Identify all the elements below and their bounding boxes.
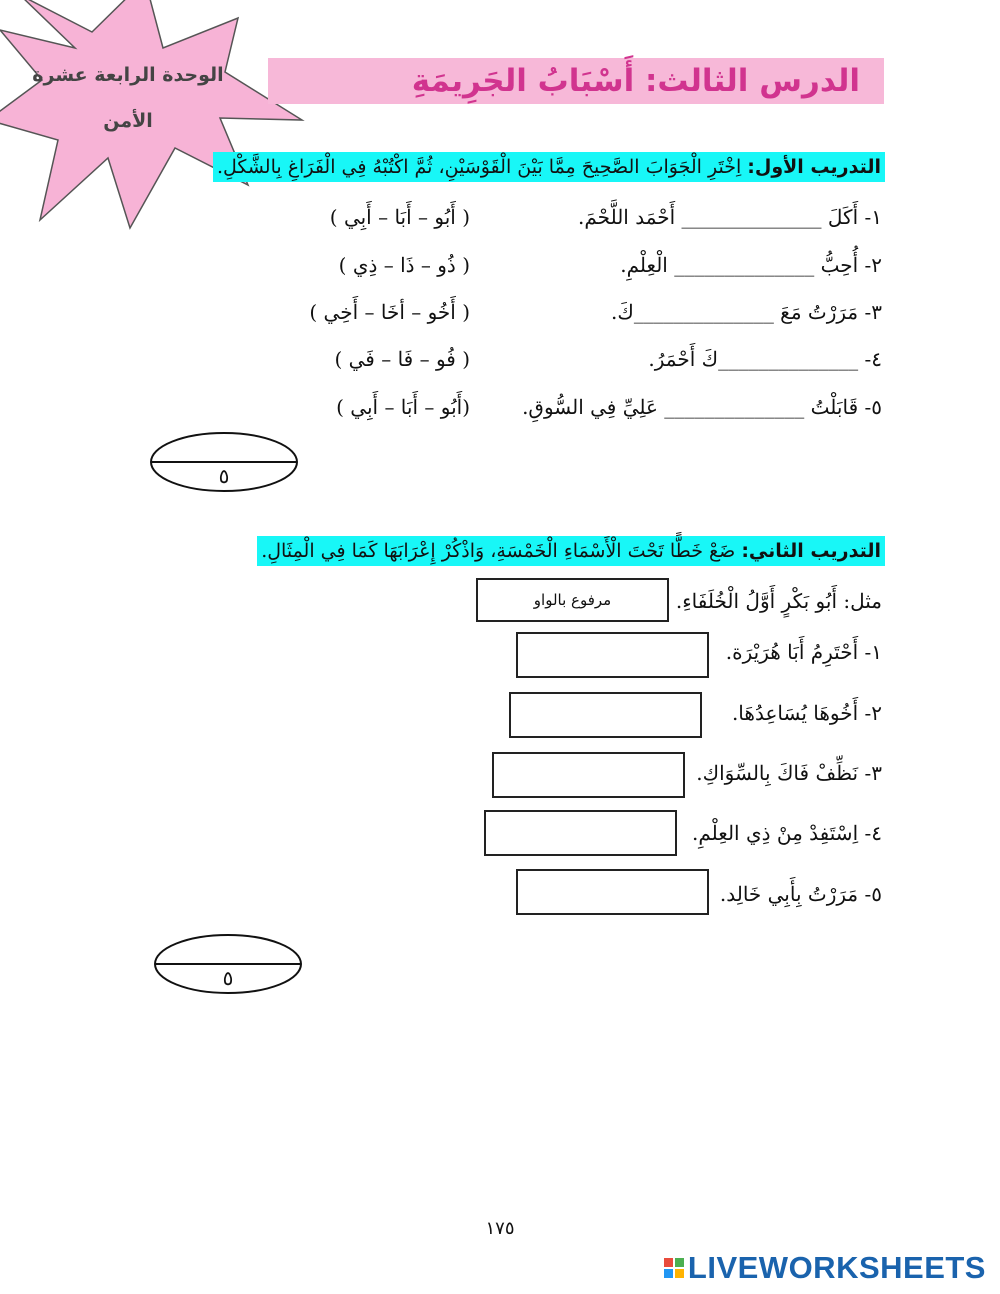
exercise2-sentence-5: ٥- مَرَرْتُ بِأَبِي خَالِد. bbox=[719, 882, 882, 906]
exercise1-score: ٥ bbox=[218, 464, 230, 488]
exercise1-options-5: (أَبُو – أَبَا – أَبِي ) bbox=[336, 395, 470, 419]
exercise1-label: التدريب الأول: bbox=[747, 156, 881, 178]
brand-logo bbox=[664, 1250, 986, 1286]
exercise2-sentence-3: ٣- نَظِّفْ فَاكَ بِالسِّوَاكِ. bbox=[696, 761, 882, 785]
unit-number: الوحدة الرابعة عشرة bbox=[32, 64, 224, 86]
example-answer-box: مرفوع بالواو bbox=[476, 578, 669, 622]
exercise2-score: ٥ bbox=[222, 966, 234, 990]
exercise2-sentence-4: ٤- اِسْتَفِدْ مِنْ ذِي العِلْمِ. bbox=[692, 821, 882, 845]
exercise2-sentence-1: ١- أَحْتَرِمُ أَبَا هُرَيْرَة. bbox=[725, 640, 882, 664]
exercise1-instruction-text: اِخْتَرِ الْجَوَابَ الصَّحِيحَ مِمَّا بَيْنَ الْقَوْسَيْنِ، ثُمَّ اكْتُبْهُ فِي الْفَرَاغِ بِالشَّكْلِ. bbox=[216, 156, 748, 178]
exercise1-question-1[interactable]: ١- أَكَلَ ______________ أَحْمَد اللَّحْمَ. bbox=[578, 205, 882, 229]
page-number: ١٧٥ bbox=[485, 1218, 515, 1239]
exercise1-question-2[interactable]: ٢- أُحِبُّ ______________ الْعِلْمِ. bbox=[620, 253, 882, 277]
exercise1-options-2: ( ذُو – ذَا – ذِي ) bbox=[338, 253, 470, 277]
exercise1-question-3[interactable]: ٣- مَرَرْتُ مَعَ ______________كَ. bbox=[610, 300, 882, 324]
exercise1-options-4: ( فُو – فَا – فَي ) bbox=[334, 347, 470, 371]
answer-box-3[interactable] bbox=[492, 752, 685, 798]
answer-box-5[interactable] bbox=[516, 869, 709, 915]
answer-box-4[interactable] bbox=[484, 810, 677, 856]
unit-label bbox=[18, 52, 238, 144]
brand-grid-icon bbox=[664, 1258, 684, 1278]
exercise1-question-5[interactable]: ٥- قَابَلْتُ ______________ عَلِيِّ فِي السُّوقِ. bbox=[522, 395, 882, 419]
exercise2-example: مثل: أَبُو بَكْرٍ أَوَّلُ الْخُلَفَاءِ. bbox=[675, 589, 882, 613]
exercise1-options-3: ( أَخُو – أخَا – أَخِي ) bbox=[309, 300, 470, 324]
exercise1-options-1: ( أَبُو – أَبَا – أَبِي ) bbox=[329, 205, 470, 229]
exercise2-label: التدريب الثاني: bbox=[741, 540, 881, 562]
brand-name: LIVEWORKSHEETS bbox=[687, 1250, 986, 1285]
exercise1-instruction bbox=[213, 152, 885, 182]
exercise2-instruction bbox=[257, 536, 885, 566]
exercise2-sentence-2: ٢- أَخُوهَا يُسَاعِدُهَا. bbox=[731, 701, 882, 725]
lesson-title: الدرس الثالث: أَسْبَابُ الجَرِيمَةِ bbox=[411, 63, 860, 99]
answer-box-1[interactable] bbox=[516, 632, 709, 678]
answer-box-2[interactable] bbox=[509, 692, 702, 738]
unit-topic: الأمن bbox=[103, 110, 153, 132]
exercise1-question-4[interactable]: ٤- ______________كَ أَحْمَرُ. bbox=[648, 347, 882, 371]
exercise2-instruction-text: ضَعْ خَطًّا تَحْتَ الْأَسْمَاءِ الْخَمْسَةِ، وَاذْكُرْ إِعْرَابَهَا كَمَا فِي الْمِثَالِ. bbox=[261, 540, 742, 562]
